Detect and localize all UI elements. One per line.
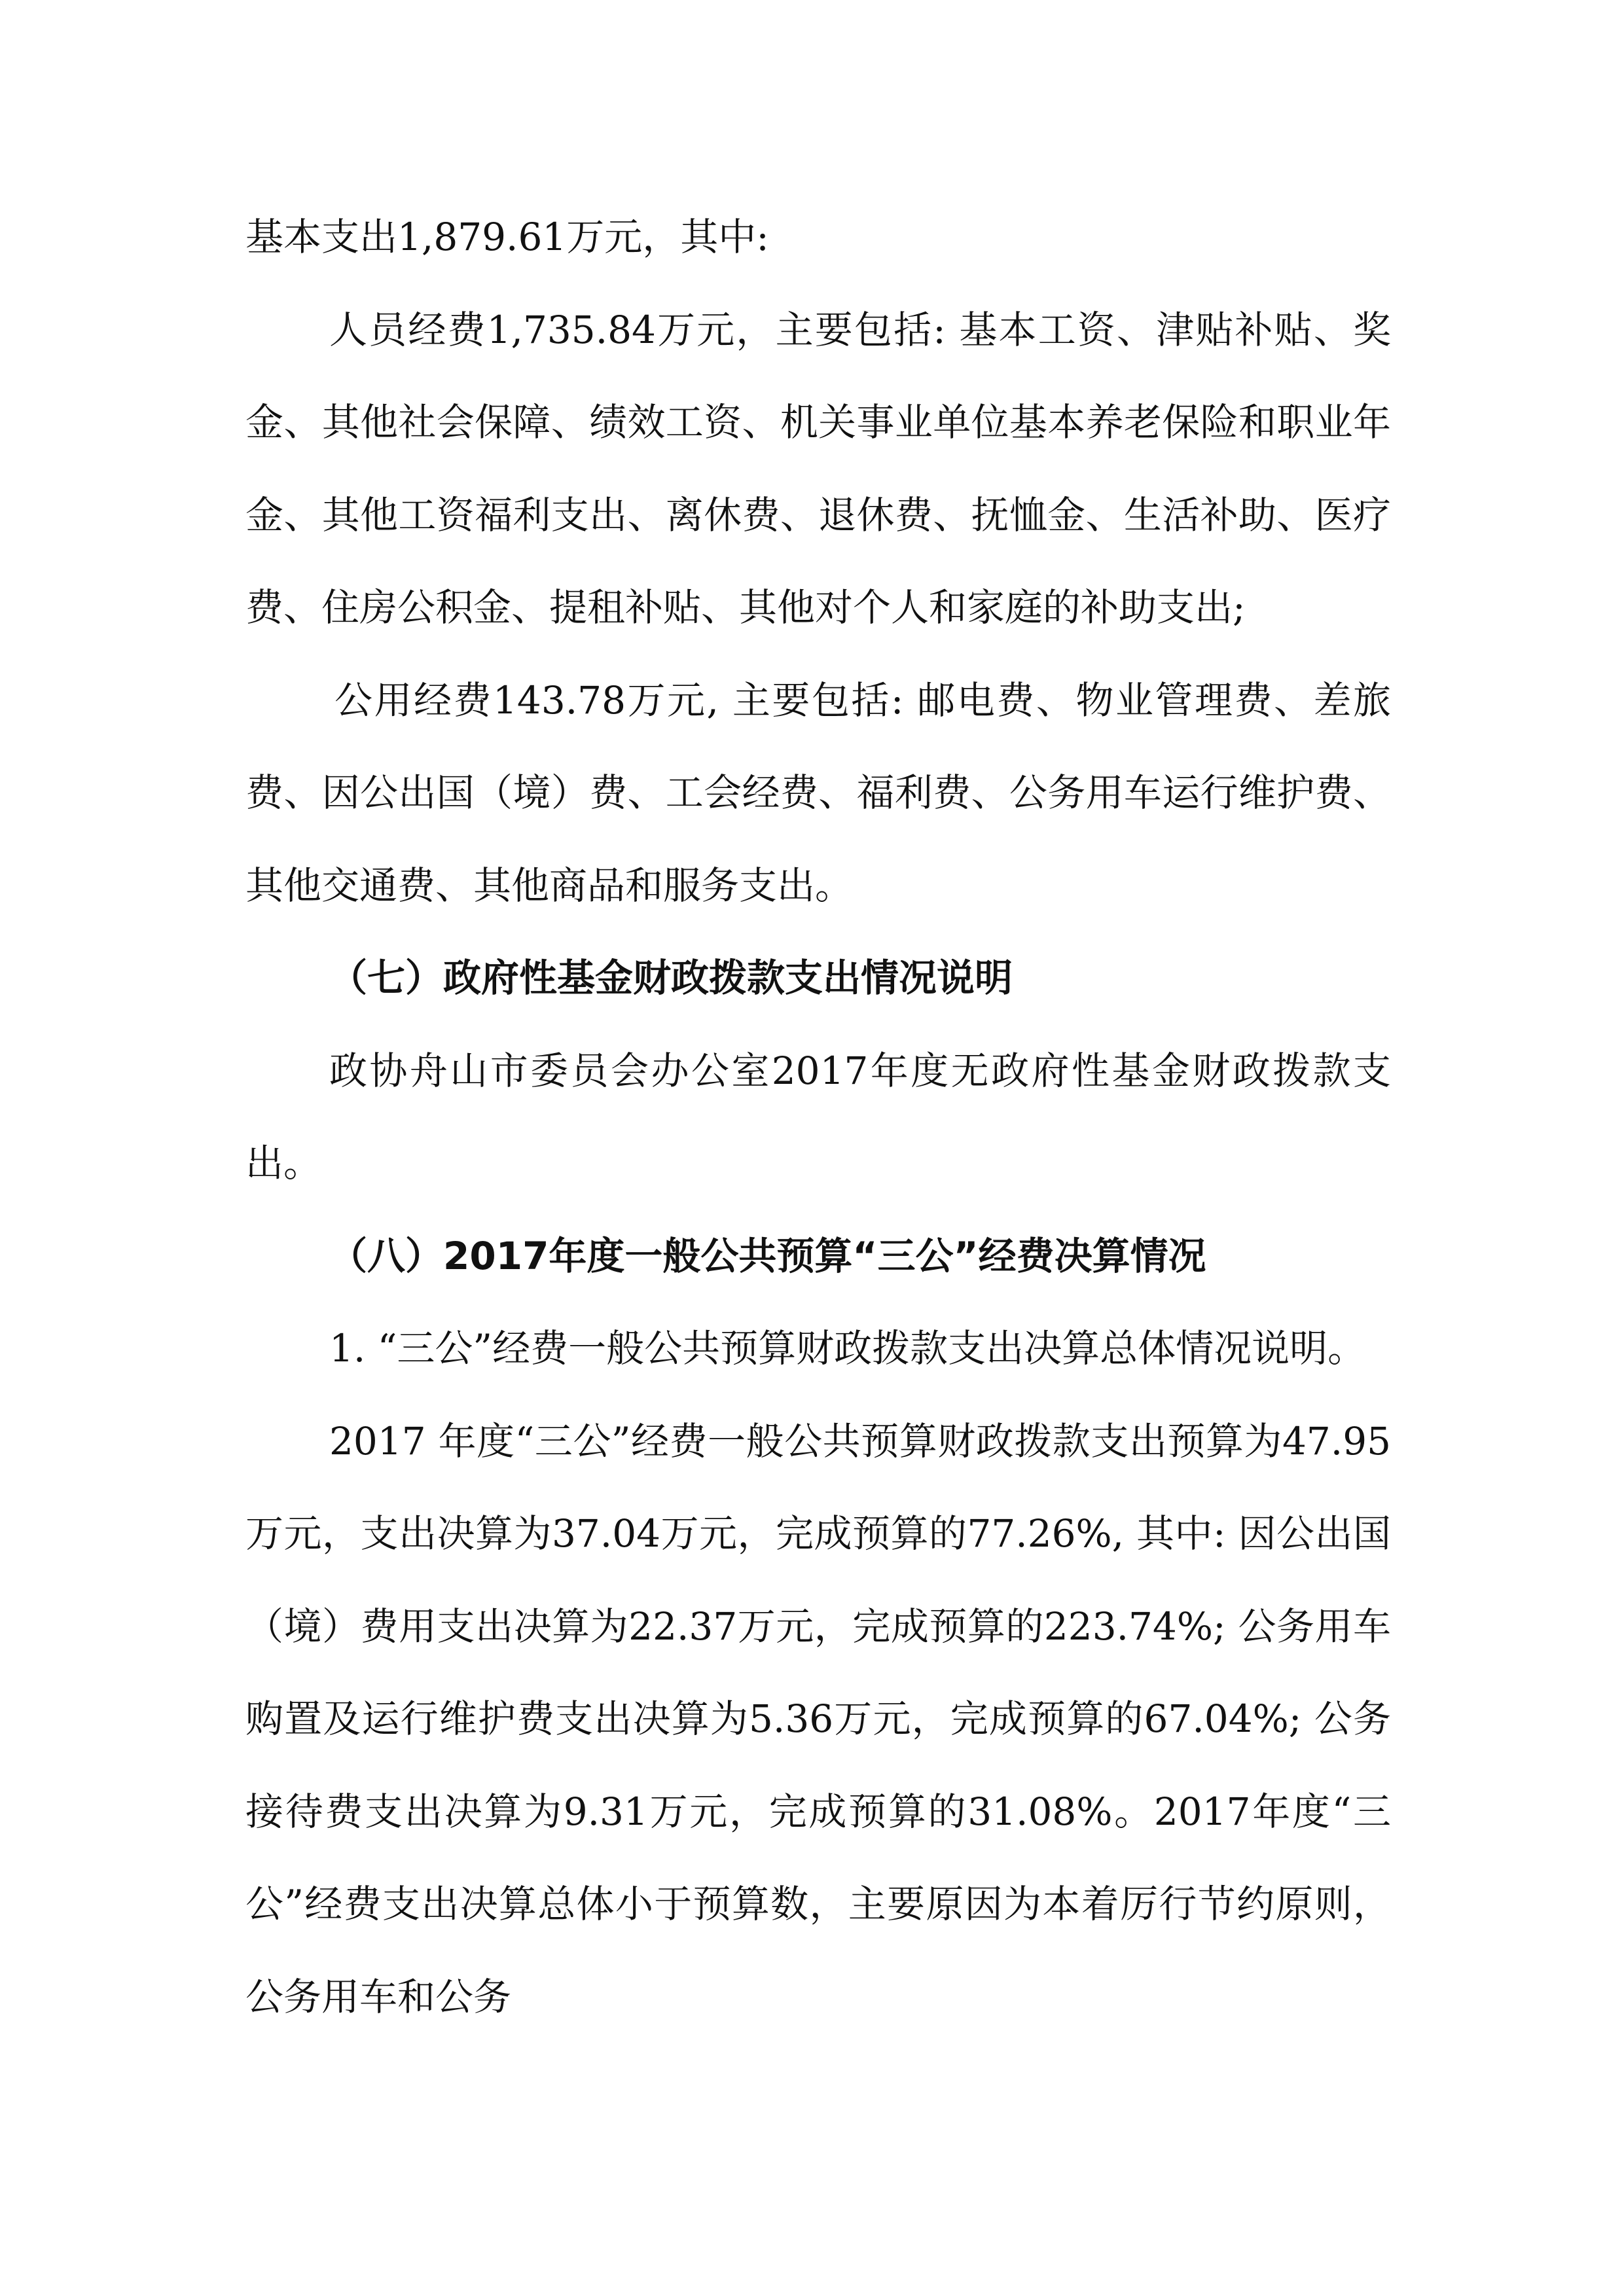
section-heading-7: （七）政府性基金财政拨款支出情况说明 xyxy=(329,956,1013,1000)
document-body xyxy=(245,191,1391,2043)
paragraph-government-fund: 政协舟山市委员会办公室2017年度无政府性基金财政拨款支出。 xyxy=(245,1048,1391,1185)
paragraph-basic-expenditure: 基本支出1,879.61万元，其中: xyxy=(245,215,769,259)
section-heading-8: （八）2017年度一般公共预算“三公”经费决算情况 xyxy=(329,1233,1206,1278)
paragraph-personnel-expenses: 人员经费1,735.84万元，主要包括: 基本工资、津贴补贴、奖金、其他社会保障、绩效工资、机关事业单位基本养老保险和职业年金、其他工资福利支出、离休费、退休费、抚恤金、生活补助、医疗费、住房公积金、提租补贴、其他对个人和家庭的补助支出; xyxy=(245,307,1391,630)
paragraph-three-public-details: 2017 年度“三公”经费一般公共预算财政拨款支出预算为47.95万元，支出决算为37.04万元，完成预算的77.26%, 其中: 因公出国（境）费用支出决算为22.37万元，完成预算的223.74%; 公务用车购置及运行维护费支出决算为5.36万元，完成预算的67.04%; 公务接待费支出决算为9.31万元，完成预算的31.08%。2017年度“三公”经费支出决算总体小于预算数，主要原因为本着厉行节约原则，公务用车和公务 xyxy=(245,1418,1391,2019)
paragraph-public-expenses: 公用经费143.78万元, 主要包括: 邮电费、物业管理费、差旅费、因公出国（境）费、工会经费、福利费、公务用车运行维护费、其他交通费、其他商品和服务支出。 xyxy=(245,677,1391,908)
paragraph-three-public-overview: 1. “三公”经费一般公共预算财政拨款支出决算总体情况说明。 xyxy=(329,1326,1366,1371)
